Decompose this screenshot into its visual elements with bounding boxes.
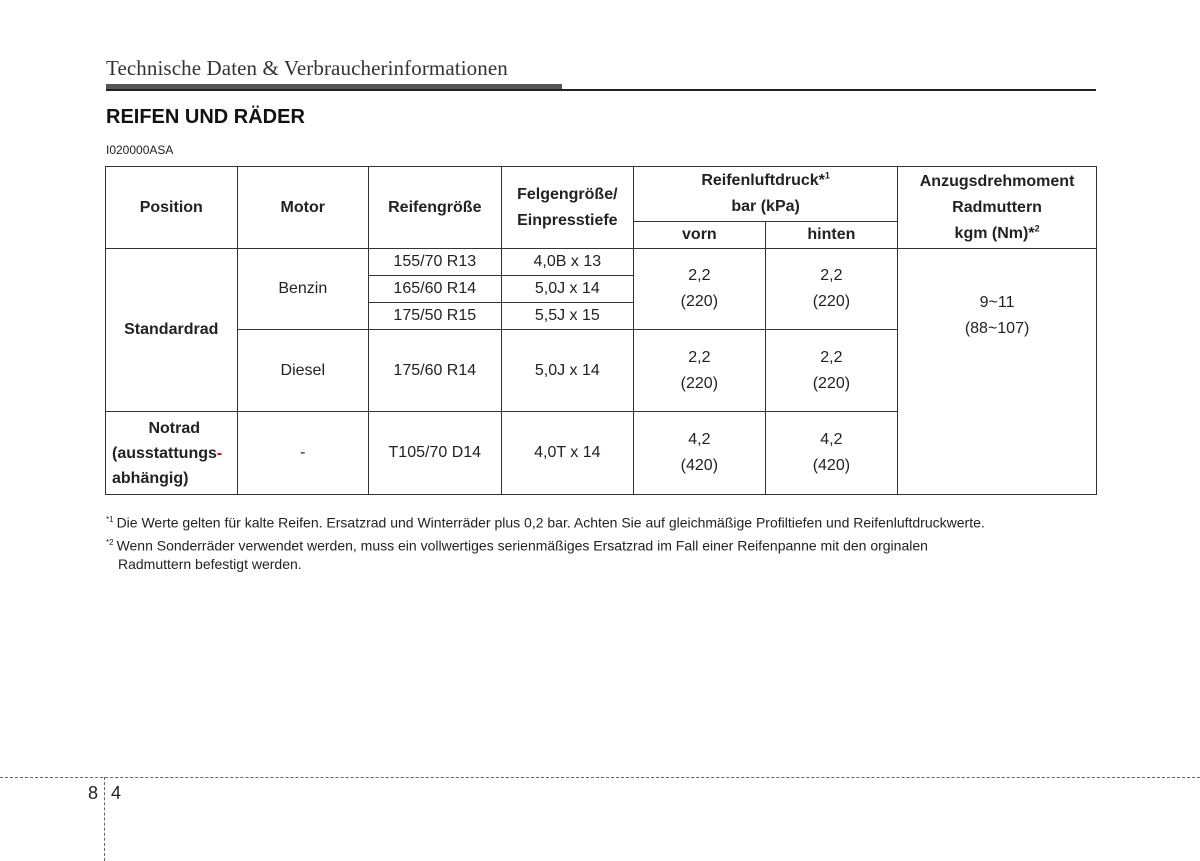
header-felgengroesse-line1: Felgengröße/ [517,185,618,203]
header-felgengroesse-line2: Einpresstiefe [517,211,618,229]
pressure-kpa: (420) [812,457,851,474]
pressure-bar: 2,2 [820,267,843,284]
header-reifenluftdruck-line1: Reifenluftdruck* [701,172,825,189]
tire-spec-table [105,166,1097,495]
header-vorn: vorn [634,222,766,249]
diesel-hinten-pressure [765,330,898,412]
header-reifenluftdruck [634,167,898,222]
header-felgengroesse [501,167,634,249]
felge-cell: 5,0J x 14 [501,330,634,412]
footnote-2-marker: *2 [106,538,114,547]
notrad-line3: abhängig) [112,469,189,487]
pressure-bar: 2,2 [688,348,711,366]
footer-divider [0,777,1200,778]
pressure-bar: 2,2 [820,348,843,366]
reifen-cell: 175/60 R14 [369,330,502,412]
footnote-1-marker: *1 [106,515,114,524]
header-hinten: hinten [765,222,898,249]
header-anzug-line3: kgm (Nm)* [954,224,1035,242]
header-rule [106,89,1096,91]
reifen-cell: 155/70 R13 [369,249,502,276]
pressure-kpa: (220) [812,374,851,392]
pressure-kpa: (220) [812,293,851,310]
page-number: 4 [111,783,122,803]
row-label-standardrad: Standardrad [106,249,238,412]
footnote-1 [106,511,1096,532]
benzin-vorn-pressure [634,249,766,330]
reifen-cell: 175/50 R15 [369,303,502,330]
header-reifenluftdruck-unit: bar (kPa) [731,198,800,215]
reifen-cell: T105/70 D14 [369,412,502,495]
reifen-cell: 165/60 R14 [369,276,502,303]
footnote-2 [106,534,1096,573]
header-anzug-line1: Anzugsdrehmoment [919,172,1075,190]
notrad-line1: Notrad [148,419,201,437]
diesel-vorn-pressure [634,330,766,412]
felge-cell: 5,5J x 15 [501,303,634,330]
footer-divider-vertical [104,777,105,861]
notrad-hyphen: - [216,444,223,462]
torque-kgm: 9~11 [979,293,1015,311]
notrad-hinten-pressure [765,412,898,495]
torque-cell [898,249,1097,495]
section-title: Technische Daten & Verbraucherinformationen [106,56,508,80]
pressure-bar: 4,2 [820,431,843,448]
benzin-hinten-pressure [765,249,898,330]
motor-benzin: Benzin [237,249,369,330]
document-code: I020000ASA [106,143,174,157]
footnote-2-line2: Radmuttern befestigt werden. [118,555,302,572]
header-anzug-line2: Radmuttern [952,198,1042,216]
footnote-ref-1: 1 [824,170,830,181]
torque-nm: (88~107) [964,319,1030,337]
motor-notrad: - [237,412,369,495]
header-anzugsdrehmoment [898,167,1097,249]
motor-diesel: Diesel [237,330,369,412]
pressure-kpa: (420) [680,457,719,474]
footnote-2-line1: Wenn Sonderräder verwendet werden, muss ein vollwertiges serienmäßiges Ersatzrad im Fall einer Reifenpanne mit den orginalen [116,537,928,554]
pressure-kpa: (220) [680,293,719,310]
row-label-notrad [106,412,238,495]
header-motor: Motor [237,167,369,249]
pressure-bar: 4,2 [688,431,711,448]
felge-cell: 4,0T x 14 [501,412,634,495]
footnote-1-text: Die Werte gelten für kalte Reifen. Ersatzrad und Winterräder plus 0,2 bar. Achten Sie auf gleichmäßige Profiltiefen und Reifenluftdruckwerte. [116,514,985,531]
pressure-bar: 2,2 [688,267,711,284]
pressure-kpa: (220) [680,374,719,392]
felge-cell: 4,0B x 13 [501,249,634,276]
header-reifengroesse: Reifengröße [369,167,502,249]
header-position: Position [106,167,238,249]
notrad-line2: (ausstattungs [112,444,217,462]
chapter-number: 8 [88,783,99,803]
footnote-ref-2: 2 [1034,223,1040,234]
felge-cell: 5,0J x 14 [501,276,634,303]
page-heading: REIFEN UND RÄDER [106,106,305,128]
notrad-vorn-pressure [634,412,766,495]
